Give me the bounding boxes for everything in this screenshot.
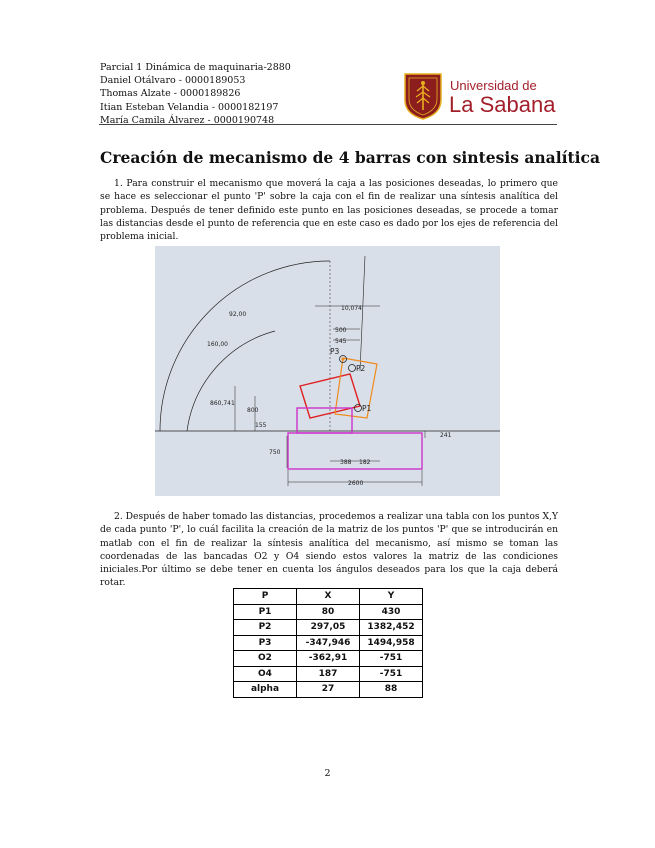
- table-cell: -347,946: [297, 635, 360, 651]
- page-number: 2: [324, 768, 331, 779]
- table-header: X: [297, 589, 360, 605]
- table-cell: 27: [297, 682, 360, 698]
- dim-label: 500: [335, 327, 347, 334]
- table-row: [234, 635, 423, 651]
- points-table: [233, 588, 423, 698]
- dim-label: 860,741: [210, 400, 235, 407]
- table-cell: 80: [297, 604, 360, 620]
- paragraph-1: [100, 177, 558, 243]
- table-cell: O4: [234, 666, 297, 682]
- table-cell: P3: [234, 635, 297, 651]
- university-logo: [403, 72, 557, 120]
- point-marker: [349, 365, 356, 372]
- paragraph-2: [100, 510, 558, 590]
- table-cell: P1: [234, 604, 297, 620]
- course-line: Parcial 1 Dinámica de maquinaria-2880: [100, 62, 291, 73]
- header-info: [100, 61, 291, 127]
- author-line: María Camila Álvarez - 0000190748: [100, 114, 275, 126]
- dim-label: 545: [335, 338, 347, 345]
- ground-box-magenta: [288, 433, 422, 469]
- table-cell: 1382,452: [360, 620, 423, 636]
- paragraph-1-text: 1. Para construir el mecanismo que moverá la caja a las posiciones deseadas, lo primero que se hace es seleccionar el punto 'P' sobre la caja con el fin de realizar una síntesis analítica del problema. Después de tener definido este punto en las posiciones deseadas, se procede a tomar las distancias desde el punto de referencia que en este caso es dado por los ejes de referencia del problema inicial.: [100, 178, 558, 243]
- small-arc: [187, 331, 275, 431]
- table-header: Y: [360, 589, 423, 605]
- dim-label: 92,00: [229, 311, 247, 318]
- author-line: Itian Esteban Velandia - 0000182197: [100, 101, 279, 113]
- section-title: Creación de mecanismo de 4 barras con sintesis analítica: [100, 148, 600, 167]
- dim-label: 155: [255, 422, 267, 429]
- table-cell: P2: [234, 620, 297, 636]
- table-row: [234, 651, 423, 667]
- table-cell: 88: [360, 682, 423, 698]
- shield-icon: [403, 72, 557, 120]
- table-row: [234, 666, 423, 682]
- point-marker: [355, 405, 362, 412]
- table-row: [234, 620, 423, 636]
- logo-text-top: Universidad de: [450, 78, 537, 93]
- author-line: Daniel Otálvaro - 0000189053: [100, 75, 246, 87]
- large-arc: [160, 261, 330, 431]
- paragraph-2-text: 2. Después de haber tomado las distancias, procedemos a realizar una tabla con los puntos X,Y de cada punto 'P', lo cuál facilita la creación de la matriz de los puntos 'P' que se introducirán en matlab con el fin de realizar la síntesis analítica del mecanismo, así mismo se toman las coordenadas de las bancadas O2 y O4 siendo estos valores la matriz de las condiciones iniciales.Por último se debe tener en cuenta los ángulos deseados para los que la caja deberá rotar.: [100, 511, 559, 589]
- dim-label: 182: [359, 459, 371, 466]
- table-header-row: [234, 589, 423, 605]
- table-cell: O2: [234, 651, 297, 667]
- point-label: P2: [356, 364, 366, 373]
- table-cell: 1494,958: [360, 635, 423, 651]
- table-cell: 187: [297, 666, 360, 682]
- dim-label: 10,074: [341, 305, 362, 312]
- table-cell: -751: [360, 666, 423, 682]
- box-position-magenta: [297, 408, 352, 433]
- table-row: [234, 682, 423, 698]
- table-cell: -751: [360, 651, 423, 667]
- mechanism-figure: [155, 246, 500, 496]
- table-cell: alpha: [234, 682, 297, 698]
- point-label: P3: [330, 347, 340, 356]
- table-cell: 430: [360, 604, 423, 620]
- header-divider: [99, 124, 557, 125]
- table-row: [234, 604, 423, 620]
- dim-label: 388: [340, 459, 352, 466]
- dim-label: 241: [440, 432, 452, 439]
- table-cell: 297,05: [297, 620, 360, 636]
- dim-label: 2600: [348, 480, 364, 487]
- dim-label: 750: [269, 449, 281, 456]
- logo-text-bottom: La Sabana: [449, 92, 556, 117]
- point-label: P1: [362, 404, 372, 413]
- box-position-red: [300, 374, 360, 418]
- dim-label: 160,00: [207, 341, 228, 348]
- dim-label: 800: [247, 407, 259, 414]
- table-cell: -362,91: [297, 651, 360, 667]
- table-header: P: [234, 589, 297, 605]
- author-line: Thomas Alzate - 0000189826: [100, 88, 241, 100]
